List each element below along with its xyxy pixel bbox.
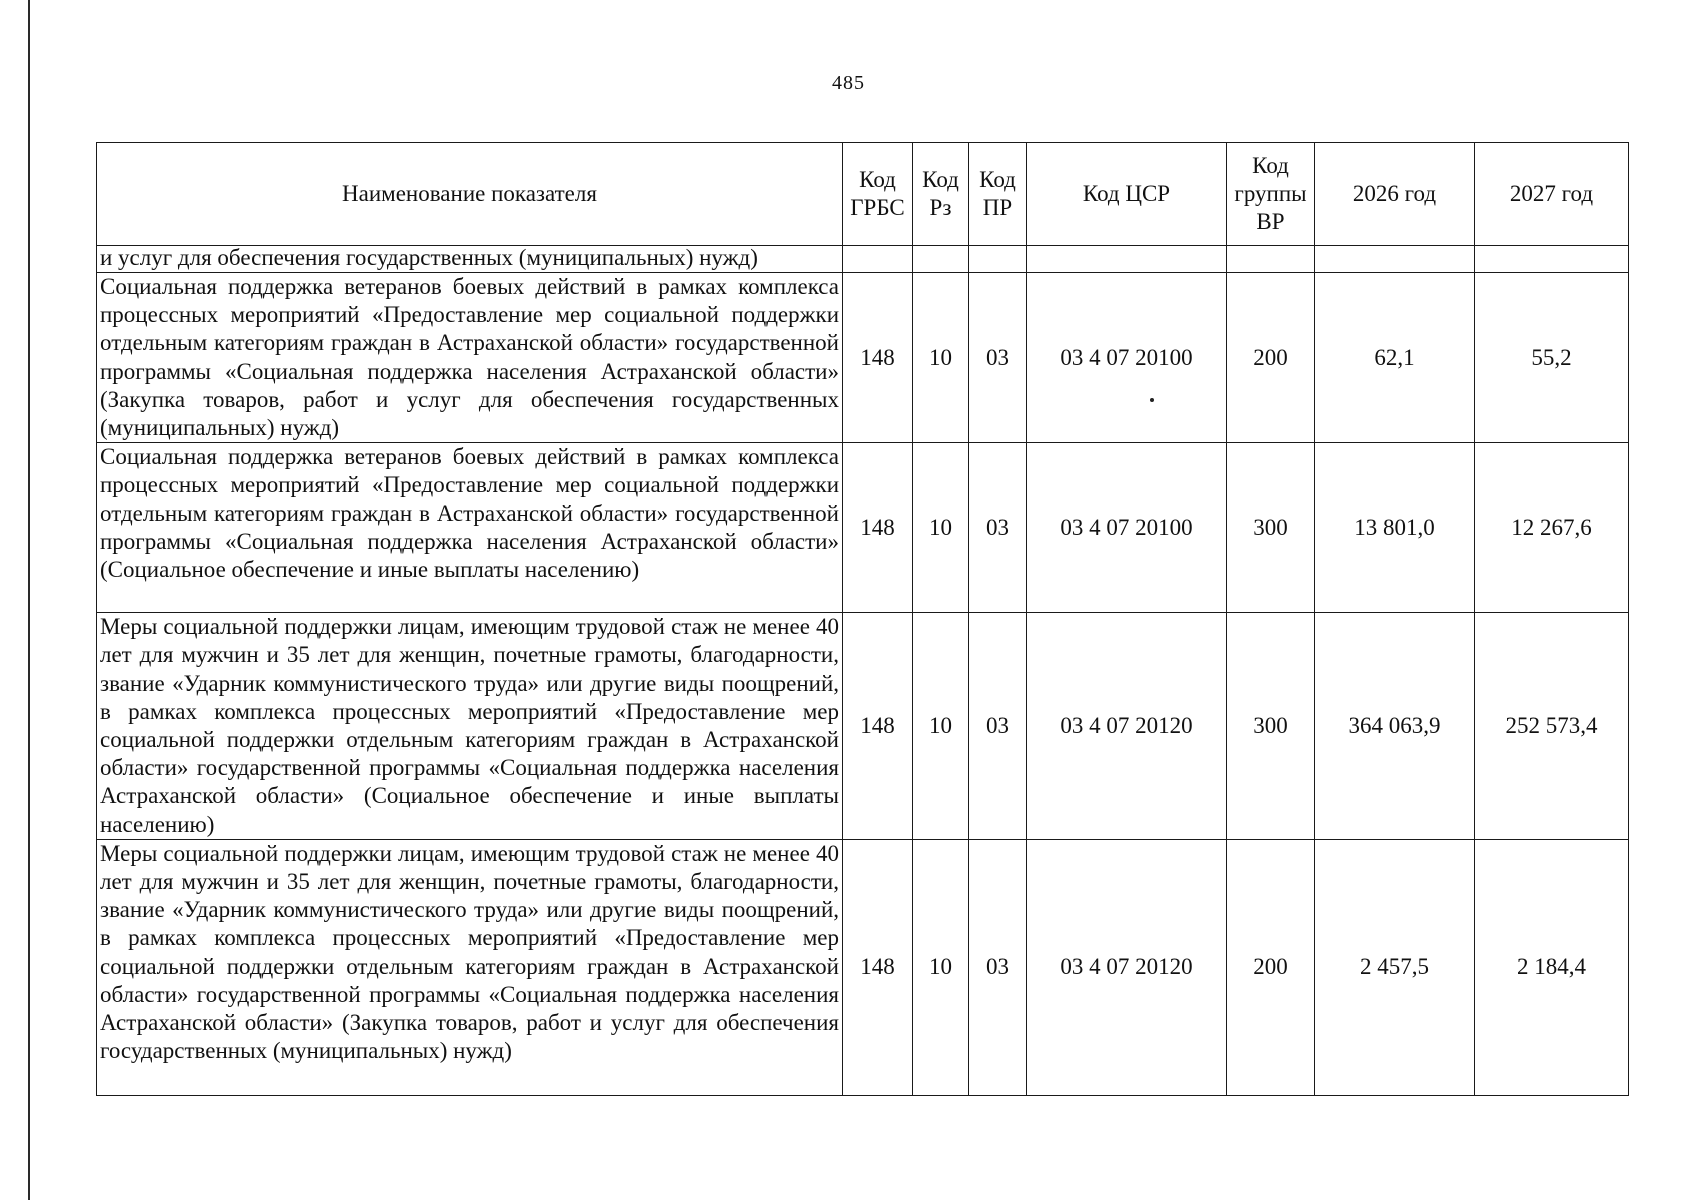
cell-name: Социальная поддержка ветеранов боевых действий в рамках комплекса процессных мероприятий «Предоставление мер социальной поддержки отдельным категориям граждан в Астраханской области» государственной программы «Социальная поддержка населения Астраханской области» (Закупка товаров, работ и услуг для обеспечения государственных (муниципальных) нужд): [97, 273, 843, 443]
cell-pr: 03: [969, 273, 1027, 443]
cell-rz: 10: [913, 613, 969, 840]
cell-csr: 03 4 07 20120: [1027, 839, 1227, 1095]
cell-2027: 12 267,6: [1475, 443, 1629, 613]
cell-pr: 03: [969, 443, 1027, 613]
page-number: 485: [832, 72, 865, 94]
table-row-continuation: [97, 246, 1629, 273]
cell-grbs: 148: [843, 613, 913, 840]
table-row: [97, 273, 1629, 443]
cell-csr: [1027, 246, 1227, 273]
header-row: [97, 143, 1629, 246]
cell-rz: [913, 246, 969, 273]
cell-name: Меры социальной поддержки лицам, имеющим трудовой стаж не менее 40 лет для мужчин и 35 лет для женщин, почетные грамоты, благодарности, звание «Ударник коммунистического труда» или другие виды поощрений, в рамках комплекса процессных мероприятий «Предоставление мер социальной поддержки отдельным категориям граждан в Астраханской области» государственной программы «Социальная поддержка населения Астраханской области» (Социальное обеспечение и иные выплаты населению): [97, 613, 843, 840]
header-csr: Код ЦСР: [1027, 143, 1227, 246]
header-pr: Код ПР: [969, 143, 1027, 246]
header-vr: Код группы ВР: [1227, 143, 1315, 246]
header-2027: 2027 год: [1475, 143, 1629, 246]
cell-vr: 200: [1227, 273, 1315, 443]
cell-grbs: 148: [843, 443, 913, 613]
cell-2027: 2 184,4: [1475, 839, 1629, 1095]
cell-rz: 10: [913, 839, 969, 1095]
table-row: [97, 613, 1629, 840]
cell-2027: 55,2: [1475, 273, 1629, 443]
table-row: [97, 839, 1629, 1095]
cell-grbs: 148: [843, 839, 913, 1095]
cell-vr: [1227, 246, 1315, 273]
cell-name: и услуг для обеспечения государственных (муниципальных) нужд): [97, 246, 843, 273]
header-grbs: Код ГРБС: [843, 143, 913, 246]
cell-2027: 252 573,4: [1475, 613, 1629, 840]
table-row: [97, 443, 1629, 613]
header-rz: Код Рз: [913, 143, 969, 246]
cell-grbs: 148: [843, 273, 913, 443]
cell-2026: [1315, 246, 1475, 273]
cell-csr: 03 4 07 20100: [1027, 273, 1227, 443]
page-binding-line: [28, 0, 30, 1200]
scan-speck: [1150, 398, 1154, 402]
cell-csr: 03 4 07 20120: [1027, 613, 1227, 840]
cell-2026: 364 063,9: [1315, 613, 1475, 840]
cell-2026: 13 801,0: [1315, 443, 1475, 613]
table-header: [97, 143, 1629, 246]
cell-grbs: [843, 246, 913, 273]
cell-rz: 10: [913, 273, 969, 443]
cell-2026: 2 457,5: [1315, 839, 1475, 1095]
cell-vr: 300: [1227, 613, 1315, 840]
cell-pr: [969, 246, 1027, 273]
cell-name: Меры социальной поддержки лицам, имеющим трудовой стаж не менее 40 лет для мужчин и 35 лет для женщин, почетные грамоты, благодарности, звание «Ударник коммунистического труда» или другие виды поощрений, в рамках комплекса процессных мероприятий «Предоставление мер социальной поддержки отдельным категориям граждан в Астраханской области» государственной программы «Социальная поддержка населения Астраханской области» (Закупка товаров, работ и услуг для обеспечения государственных (муниципальных) нужд): [97, 839, 843, 1095]
budget-table: [96, 142, 1629, 1096]
cell-csr: 03 4 07 20100: [1027, 443, 1227, 613]
cell-name: Социальная поддержка ветеранов боевых действий в рамках комплекса процессных мероприятий «Предоставление мер социальной поддержки отдельным категориям граждан в Астраханской области» государственной программы «Социальная поддержка населения Астраханской области» (Социальное обеспечение и иные выплаты населению): [97, 443, 843, 613]
cell-rz: 10: [913, 443, 969, 613]
cell-2026: 62,1: [1315, 273, 1475, 443]
header-2026: 2026 год: [1315, 143, 1475, 246]
table-body: [97, 246, 1629, 1096]
cell-vr: 300: [1227, 443, 1315, 613]
cell-pr: 03: [969, 839, 1027, 1095]
cell-vr: 200: [1227, 839, 1315, 1095]
header-name: Наименование показателя: [97, 143, 843, 246]
cell-pr: 03: [969, 613, 1027, 840]
cell-2027: [1475, 246, 1629, 273]
